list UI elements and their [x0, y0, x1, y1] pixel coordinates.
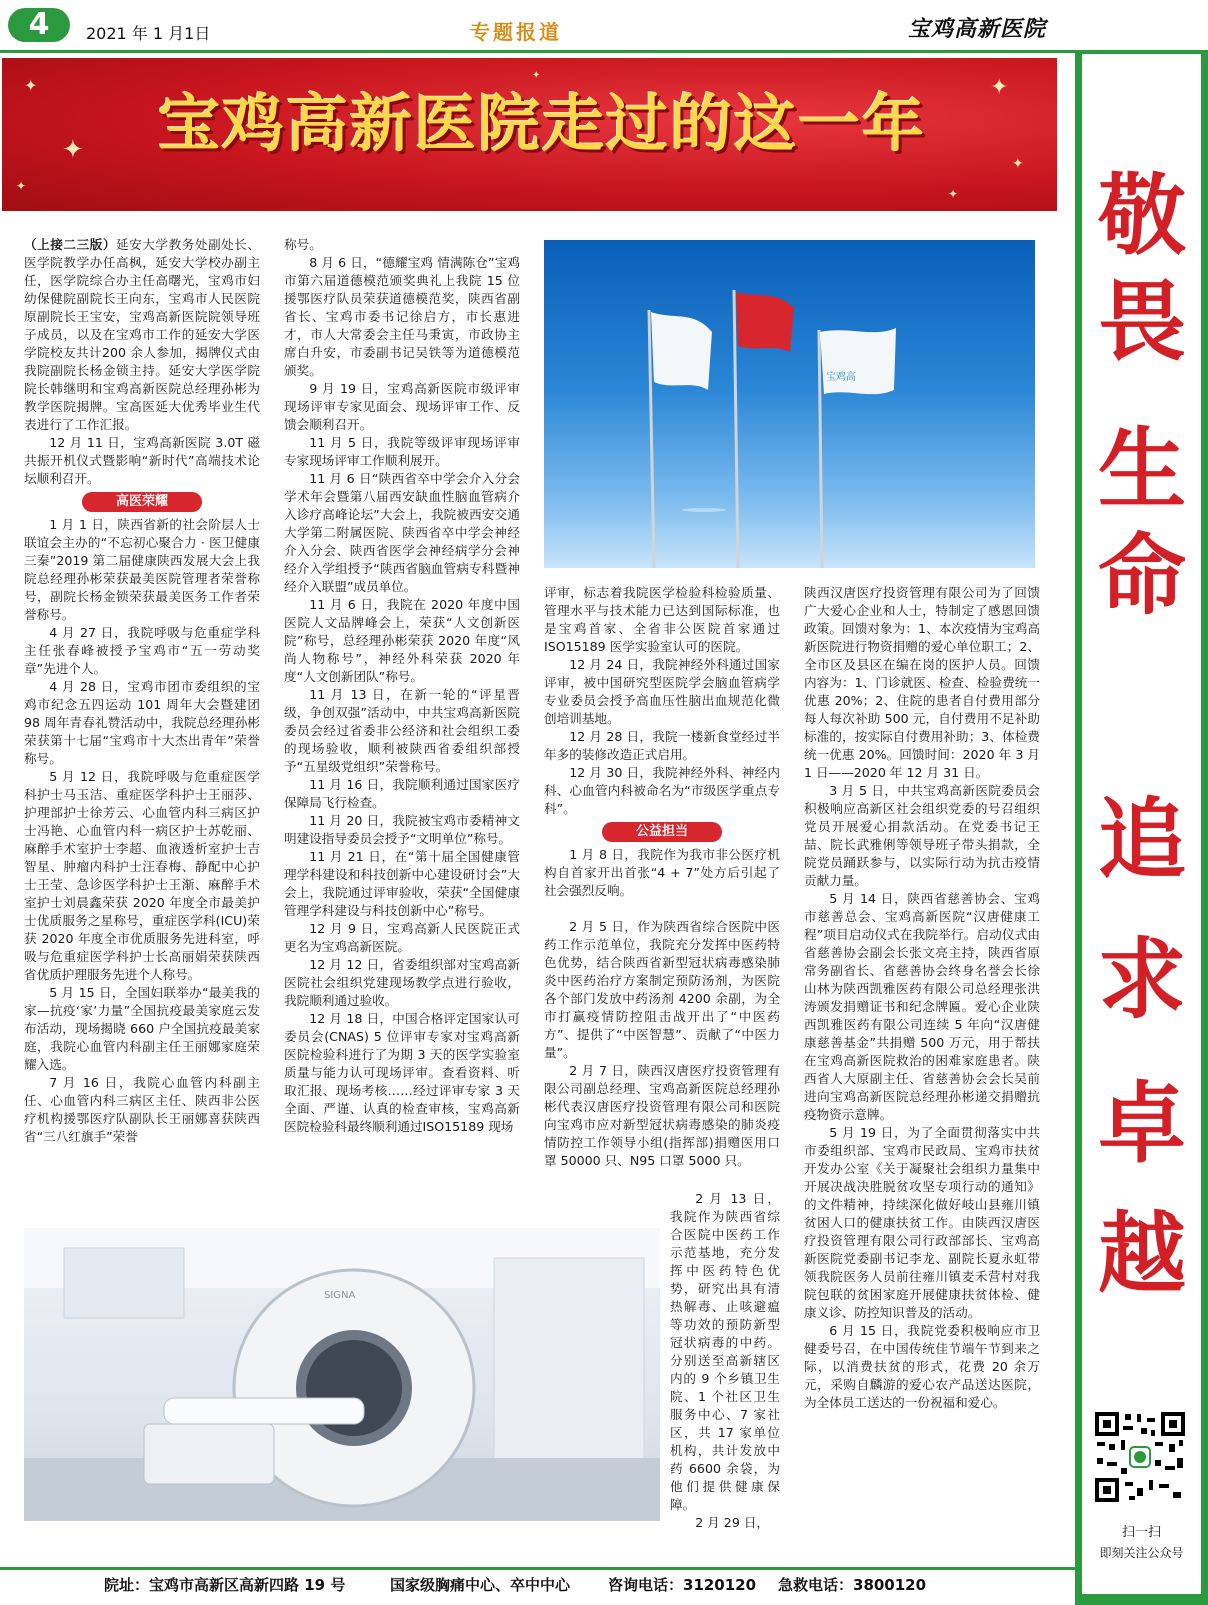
footer-bar — [0, 1572, 1075, 1598]
footer-rule — [0, 1567, 1075, 1570]
paragraph: 5 月 15 日，全国妇联举办“最美我的家—抗疫‘家’力量”全国抗疫最美家庭云发布活动，现场揭晓 660 户全国抗疫最美家庭，我院心血管内科副主任王丽娜家庭荣耀入选。 — [24, 985, 260, 1072]
slogan-char: 生 — [1097, 418, 1186, 521]
flags-illustration — [544, 240, 1035, 568]
flags-photo — [544, 240, 1035, 568]
paragraph: 12 月 28 日，我院一楼新食堂经过半年多的装修改造正式启用。 — [544, 729, 780, 762]
sparkle-icon: ✦ — [532, 70, 541, 81]
paragraph: 5 月 12 日，我院呼吸与危重症医学科护士马玉洁、重症医学科护士王丽莎、护理部护士徐芳云、心血管内科三病区护士冯艳、心血管内科一病区护士苏乾丽、麻醉手术室护士李超、血液透析室护士吉智星、肿瘤内科护士汪春梅、静配中心护士王莹、急诊医学科护士王渐、麻醉手术室护士刘晨鑫荣获 2020 年度全市最美护士优质服务之星称号，重症医学科(ICU)荣获 2020 年度全市优质服务先进科室，呼吸与危重症医学科护士长高丽娟荣获陕西省优质护理服务先进个人称号。 — [24, 769, 260, 982]
article-column-3-lower — [670, 1190, 780, 1530]
paragraph: 5 月 14 日，陕西省慈善协会、宝鸡市慈善总会、宝鸡高新医院“汉唐健康工程”项目启动仪式在我院举行。启动仪式由省慈善协会副会长张文亮主持，陕西省原常务副省长、省慈善协会终身名誉会长徐山林为陕西凯雅医药有限公司总经理张洪涛颁发捐赠证书和纪念牌匾。爱心企业陕西凯雅医药有限公司连续 5 年向“汉唐健康慈善基金”共捐赠 500 万元，用于帮扶在宝鸡高新医院救治的困难家庭患者。陕西省人大原副主任、省慈善协会会长吴前进向宝鸡高新医院总经理孙彬递交捐赠抗疫物资示意牌。 — [804, 891, 1040, 1122]
header-rule — [0, 50, 1075, 53]
headline-banner — [2, 58, 1057, 211]
page-number-badge: 4 — [8, 8, 70, 42]
continuation-note: （上接二三版） — [24, 237, 116, 252]
slogan-char: 敬 — [1097, 164, 1186, 267]
subheading-public-welfare: 公益担当 — [602, 822, 722, 842]
paragraph: 5 月 19 日，为了全面贯彻落实中共市委组织部、宝鸡市民政局、宝鸡市扶贫开发办公室《关于凝聚社会组织力量集中开展决战决胜脱贫攻坚专项行动的通知》的文件精神，持续深化做好岐山县雍川镇贫困人口的健康扶贫工作。由陕西汉唐医疗投资管理有限公司行政部部长、宝鸡高新医院党委副书记李龙、副院长夏永虹带领我院医务人员前往雍川镇麦禾营村对我院包联的贫困家庭开展健康扶贫体检、健康义诊、防控知识普及的活动。 — [804, 1125, 1040, 1320]
sparkle-icon: ✦ — [24, 76, 38, 95]
sparkle-icon: ✦ — [948, 187, 959, 201]
slogan-char: 追 — [1097, 788, 1186, 891]
paragraph: 12 月 12 日，省委组织部对宝鸡高新医院社会组织党建现场教学点进行验收，我院顺利通过验收。 — [284, 957, 520, 1008]
sparkle-icon: ✦ — [16, 179, 27, 193]
paragraph: 11 月 6 日“陕西省卒中学会介入分会学术年会暨第八届西安缺血性脑血管病介入诊疗高峰论坛”大会上，我院被西安交通大学第二附属医院、陕西省卒中学会神经介入分会、陕西省医学会神经病学分会神经介入学组授予“陕西省脑血管病专科暨神经介入联盟”成员单位。 — [284, 471, 520, 594]
paragraph: 陕西汉唐医疗投资管理有限公司为了回馈广大爱心企业和人士，特制定了感恩回馈政策。回馈对象为：1、本次疫情为宝鸡高新医院进行物资捐赠的爱心单位职工；2、全市区及县区在编在岗的医护人员。回馈内容为：1、门诊就医、检查、检验费统一优惠 20%；2、住院的患者自付费用部分每人每次补助 500 元，自付费用不足补助标准的，按实际自付费用补助；3、体检费统一优惠 20%。回馈时间：2020 年 3 月 1 日——2020 年 12 月 31 日。 — [804, 585, 1040, 780]
section-title: 专题报道 — [470, 20, 562, 44]
qr-code-icon — [1093, 1410, 1187, 1504]
footer-emergency-phone: 急救电话：3800120 — [778, 1576, 927, 1594]
paragraph: 4 月 28 日，宝鸡市团市委组织的宝鸡市纪念五四运动 101 周年大会暨建团 98 周年青春礼赞活动中，我院总经理孙彬荣获第十七届“宝鸡市十大杰出青年”荣誉称号。 — [24, 679, 260, 766]
paragraph: 11 月 5 日，我院等级评审现场评审专家现场评审工作顺利展开。 — [284, 435, 520, 468]
masthead-logo: 宝鸡高新医院 — [908, 16, 1047, 42]
paragraph: 2 月 13 日，我院作为陕西省综合医院中医药工作示范基地，充分发挥中医药特色优势，研究出具有清热解毒、止咳避瘟等功效的预防新型冠状病毒的中药。分别送至高新辖区内的 9 个乡镇卫生院、1 个社区卫生服务中心、7 家社区，共 17 家单位机构，共计发放中药 6600 余袋，为他们提供健康保障。 — [670, 1191, 780, 1512]
slogan-char: 卓 — [1097, 1072, 1186, 1175]
paragraph: 8 月 6 日，“德耀宝鸡 情满陈仓”宝鸡市第六届道德模范颁奖典礼上我院 15 位援鄂医疗队员荣获道德模范奖，陕西省副省长、宝鸡市委书记徐启方，市长惠进才，市人大常委会主任马秉寅，市政协主席白升安，市委副书记吴铁等为道德模范颁奖。 — [284, 255, 520, 378]
paragraph: 7 月 16 日，我院心血管内科副主任、心血管内科三病区主任、陕西非公医疗机构援鄂医疗队副队长王丽娜喜获陕西省“三八红旗手”荣誉 — [24, 1075, 260, 1144]
qr-caption-follow: 即刻关注公众号 — [1099, 1546, 1184, 1560]
paragraph: 6 月 15 日，我院党委积极响应市卫健委号召，在中国传统佳节端午节到来之际，以消费扶贫的形式，花费 20 余万元，采购自麟游的爱心农产品送达医院，为全体员工送达的一份祝福和爱心。 — [804, 1323, 1040, 1410]
article-column-3-upper — [544, 584, 780, 916]
article-column-4 — [804, 584, 1040, 1544]
slogan-char: 命 — [1097, 524, 1186, 627]
footer-consult-phone: 咨询电话：3120120 — [608, 1576, 757, 1594]
paragraph: 11 月 21 日，在“第十届全国健康管理学科建设和科技创新中心建设研讨会”大会上，我院通过评审验收，荣获“全国健康管理学科建设与科技创新中心”称号。 — [284, 849, 520, 918]
headline-title: 宝鸡高新医院走过的这一年 — [157, 87, 926, 160]
article-column-2 — [284, 236, 520, 1226]
paragraph — [24, 236, 260, 434]
paragraph: 9 月 19 日，宝鸡高新医院市级评审现场评审专家见面会、现场评审工作、反馈会顺利召开。 — [284, 381, 520, 432]
sparkle-icon: ✦ — [1012, 156, 1024, 172]
paragraph: 评审，标志着我院医学检验科检验质量、管理水平与技术能力已达到国际标准，也是宝鸡首家、全省非公医院首家通过 ISO15189 医学实验室认可的医院。 — [544, 585, 780, 654]
subheading-honors: 高医荣耀 — [82, 492, 202, 512]
mri-illustration — [24, 1228, 660, 1521]
footer-address: 院址：宝鸡市高新区高新四路 19 号 — [104, 1576, 346, 1594]
paragraph: 12 月 11 日，宝鸡高新医院 3.0T 磁共振开机仪式暨影响“新时代”高端技术论坛顺利召开。 — [24, 435, 260, 486]
sparkle-icon: ✦ — [990, 75, 1009, 100]
qr-code[interactable] — [1093, 1410, 1187, 1504]
paragraph: 12 月 18 日，中国合格评定国家认可委员会(CNAS) 5 位评审专家对宝鸡高新医院检验科进行了为期 3 天的医学实验室质量与能力认可现场评审。查看资料、听取汇报、现场考核……经过评审专家 3 天全面、严谨、认真的检查审核，宝鸡高新医院检验科最终顺利通过ISO15189 现场 — [284, 1011, 520, 1134]
paragraph: 12 月 9 日，宝鸡高新人民医院正式更名为宝鸡高新医院。 — [284, 921, 520, 954]
slogan-char: 越 — [1097, 1202, 1186, 1305]
slogan-char: 畏 — [1097, 270, 1186, 373]
publication-date: 2021 年 1 月1日 — [86, 24, 211, 43]
paragraph: 1 月 8 日，我院作为我市非公医疗机构自首家开出首张“4 + 7”处方后引起了社会强烈反响。 — [544, 847, 780, 898]
sparkle-icon: ✦ — [62, 135, 84, 165]
paragraph: 2 月 29 日， — [695, 1515, 770, 1530]
article-column-3-middle — [544, 918, 780, 1188]
paragraph-text: 延安大学教务处副处长、医学院教学办任高枫，延安大学校办副主任，医学院综合办主任高曙光，宝鸡市妇幼保健院副院长王向东，宝鸡市人民医院原副院长王宝安，宝鸡高新医院院领导班子成员，以及在宝鸡市工作的延安大学医学院校友共计200 余人参加，揭牌仪式由我院副院长杨金锁主持。延安大学医学院院长韩继明和宝鸡高新医院总经理孙彬为教学医院揭牌。宝高医延大优秀毕业生代表进行了工作汇报。 — [24, 237, 260, 432]
slogan-char: 求 — [1097, 928, 1186, 1031]
paragraph: 11 月 6 日，我院在 2020 年度中国医院人文品牌峰会上，荣获“人文创新医院”称号，总经理孙彬荣获 2020 年度“风尚人物称号”，神经外科荣获 2020 年度“人文创新团队”称号。 — [284, 597, 520, 684]
footer-centers: 国家级胸痛中心、卒中中心 — [390, 1576, 571, 1594]
paragraph: 11 月 16 日，我院顺利通过国家医疗保障局飞行检查。 — [284, 777, 520, 810]
svg-text:SIGNA: SIGNA — [324, 1290, 356, 1301]
mri-scanner-photo — [24, 1228, 660, 1521]
article-column-1 — [24, 236, 260, 1226]
paragraph: 12 月 24 日，我院神经外科通过国家评审，被中国研究型医院学会脑血管病学专业委员会授予高血压性脑出血规范化微创培训基地。 — [544, 657, 780, 726]
paragraph: 3 月 5 日，中共宝鸡高新医院委员会积极响应高新区社会组织党委的号召组织党员开展爱心捐款活动。在党委书记王喆、院长武雅俐等领导班子带头捐款，全院党员踊跃参与，以实际行动为抗击疫情贡献力量。 — [804, 783, 1040, 888]
paragraph: 4 月 27 日，我院呼吸与危重症学科主任张春峰被授予宝鸡市“五一劳动奖章”先进个人。 — [24, 625, 260, 676]
paragraph: 11 月 20 日，我院被宝鸡市委精神文明建设指导委员会授予“文明单位”称号。 — [284, 813, 520, 846]
svg-text:宝鸡高: 宝鸡高 — [826, 372, 856, 383]
paragraph: 2 月 7 日，陕西汉唐医疗投资管理有限公司副总经理、宝鸡高新医院总经理孙彬代表汉唐医疗投资管理有限公司和医院向宝鸡市应对新型冠状病毒感染的肺炎疫情防控工作领导小组(指挥部)捐赠医用口罩 50000 只、N95 口罩 5000 只。 — [544, 1063, 780, 1168]
paragraph: 11 月 13 日，在新一轮的“评星晋级，争创双强”活动中，中共宝鸡高新医院委员会经过省委非公经济和社会组织工委的现场验收，顺利被陕西省委组织部授予“五星级党组织”荣誉称号。 — [284, 687, 520, 774]
paragraph: 称号。 — [284, 237, 322, 252]
paragraph: 1 月 1 日，陕西省新的社会阶层人士联谊会主办的“不忘初心聚合力 · 医卫健康三秦”2019 第二届健康陕西发展大会上我院总经理孙彬荣获最美医院管理者荣誉称号，副院长杨金锁荣获最美医务工作者荣誉称号。 — [24, 517, 260, 622]
qr-caption-scan: 扫一扫 — [1121, 1525, 1161, 1540]
paragraph: 12 月 30 日，我院神经外科、神经内科、心血管内科被命名为“市级医学重点专科”。 — [544, 765, 780, 816]
paragraph: 2 月 5 日，作为陕西省综合医院中医药工作示范单位，我院充分发挥中医药特色优势，结合陕西省新型冠状病毒感染肺炎中医药治疗方案制定预防汤剂，为医院各个部门发放中药汤剂 4200 余副，为全市打赢疫情防控阻击战开出了“中医药方”、提供了“中医智慧”、贡献了“中医力量”。 — [544, 919, 780, 1060]
